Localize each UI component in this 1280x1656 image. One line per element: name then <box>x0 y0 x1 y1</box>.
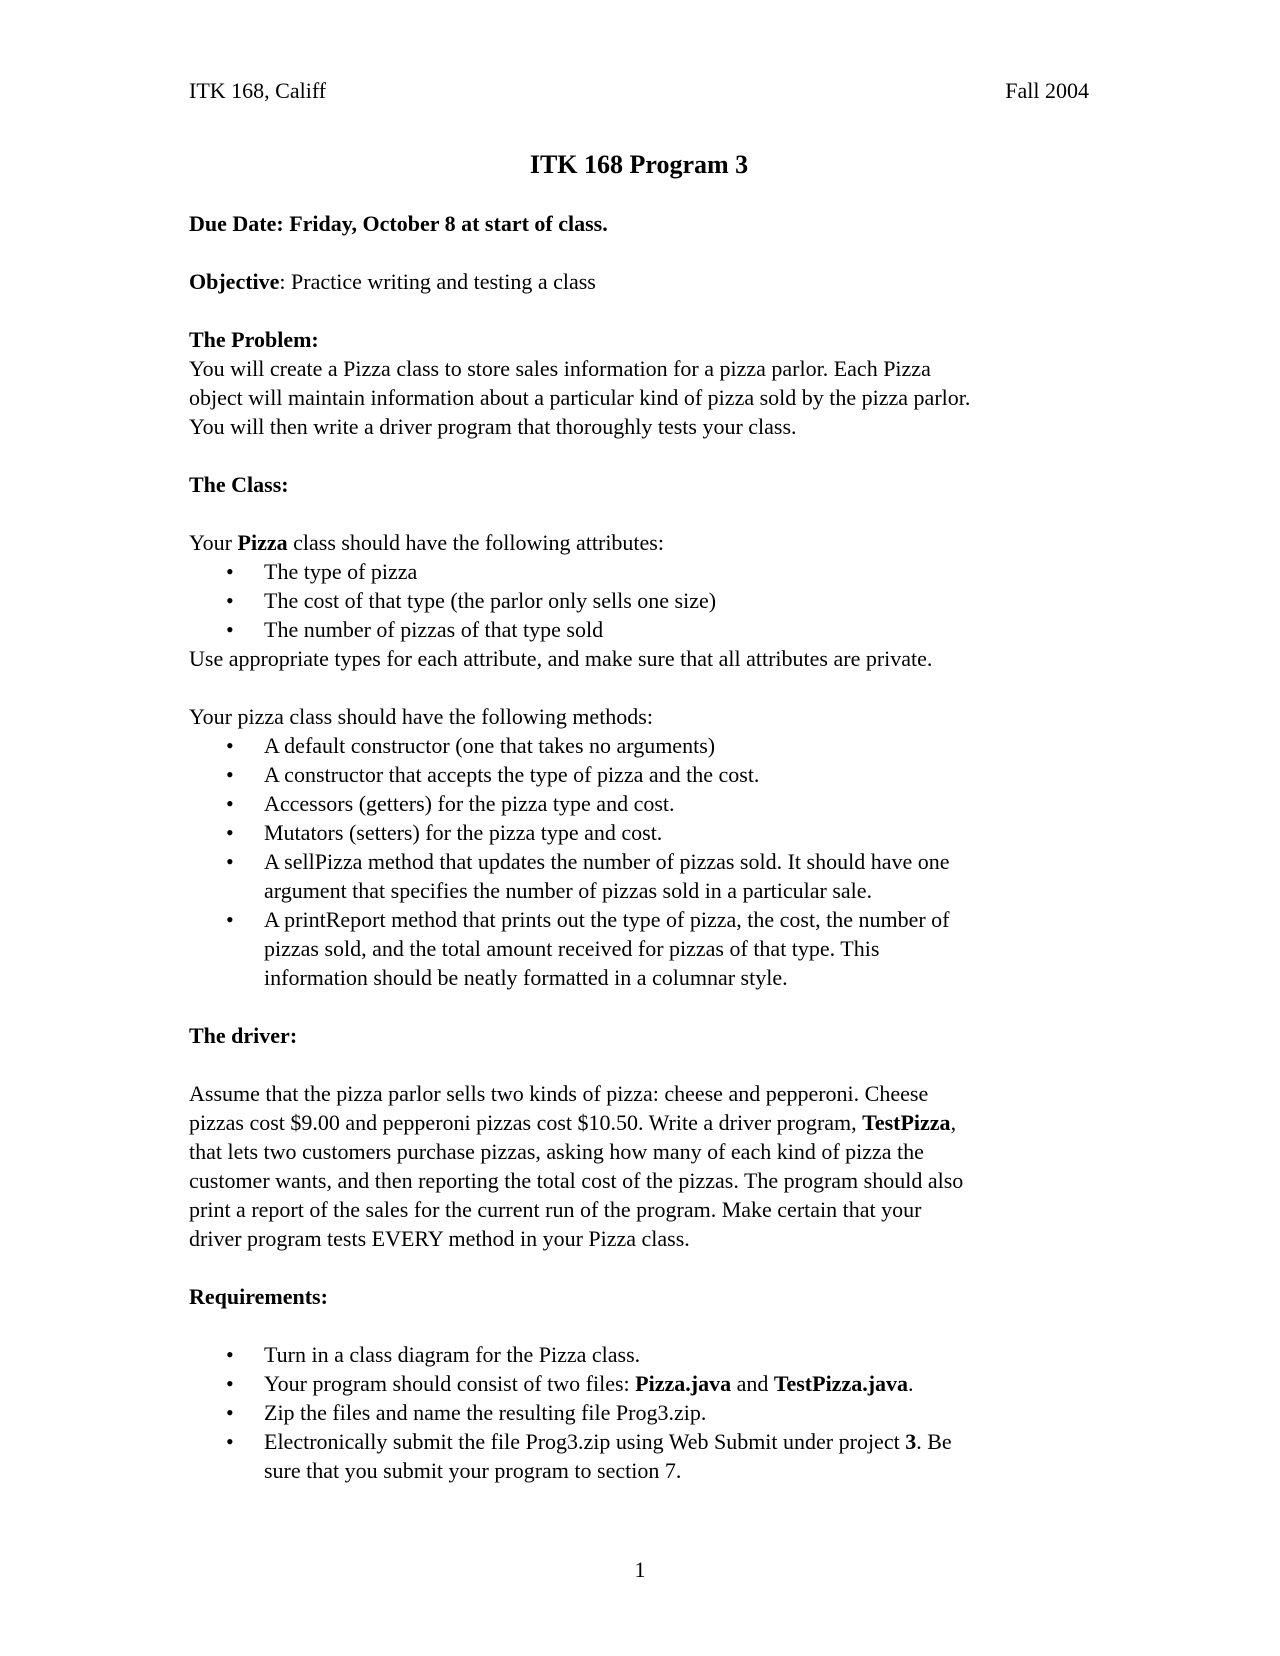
list-item <box>189 847 1089 905</box>
bullet-icon: • <box>226 1371 234 1396</box>
due-date: Due Date: Friday, October 8 at start of class. <box>189 211 608 236</box>
methods-list <box>189 731 1089 992</box>
requirements-list <box>189 1340 1089 1485</box>
list-item-text: and <box>731 1371 774 1396</box>
list-item-text: Zip the files and name the resulting file Prog3.zip. <box>264 1400 707 1425</box>
list-item-text: information should be neatly formatted in a columnar style. <box>264 965 788 990</box>
list-item-text: argument that specifies the number of pizzas sold in a particular sale. <box>264 878 873 903</box>
list-item-text: Turn in a class diagram for the Pizza class. <box>264 1342 641 1367</box>
project-number: 3 <box>905 1429 917 1454</box>
bullet-icon: • <box>226 1342 234 1367</box>
class-heading: The Class: <box>189 472 289 497</box>
attributes-intro <box>189 528 1089 557</box>
list-item-text: A printReport method that prints out the type of pizza, the cost, the number of <box>264 907 950 932</box>
bullet-icon: • <box>226 733 234 758</box>
driver-line-text: pizzas cost $9.00 and pepperoni pizzas cost $10.50. Write a driver program, <box>189 1110 863 1135</box>
methods-intro: Your pizza class should have the following methods: <box>189 704 653 729</box>
list-item <box>189 789 1089 818</box>
list-item-text: Your program should consist of two files: <box>264 1371 636 1396</box>
bullet-icon: • <box>226 791 234 816</box>
objective <box>189 267 1089 296</box>
list-item <box>189 615 1089 644</box>
driver-line: print a report of the sales for the current run of the program. Make certain that your <box>189 1197 922 1222</box>
list-item <box>189 760 1089 789</box>
header-term: Fall 2004 <box>1005 78 1089 103</box>
list-item-text: A constructor that accepts the type of pizza and the cost. <box>264 762 760 787</box>
attributes-note: Use appropriate types for each attribute, and make sure that all attributes are private. <box>189 646 933 671</box>
driver-line: driver program tests EVERY method in your Pizza class. <box>189 1226 690 1251</box>
problem-heading: The Problem: <box>189 327 319 352</box>
attributes-list <box>189 557 1089 644</box>
objective-label: Objective <box>189 269 280 294</box>
attributes-intro-post: class should have the following attributes: <box>287 530 664 555</box>
driver-line <box>189 1108 1089 1137</box>
problem-line: You will then write a driver program that thoroughly tests your class. <box>189 414 797 439</box>
list-item <box>189 818 1089 847</box>
driver-line: Assume that the pizza parlor sells two kinds of pizza: cheese and pepperoni. Cheese <box>189 1081 929 1106</box>
list-item <box>189 905 1089 992</box>
header-course: ITK 168, Califf <box>189 78 327 103</box>
list-item-text: Accessors (getters) for the pizza type and cost. <box>264 791 675 816</box>
list-item-text: Electronically submit the file Prog3.zip using Web Submit under project <box>264 1429 906 1454</box>
driver-line-text: , <box>950 1110 957 1135</box>
bullet-icon: • <box>226 1429 234 1454</box>
bullet-icon: • <box>226 559 234 584</box>
bullet-icon: • <box>226 617 234 642</box>
list-item-text: . Be <box>916 1429 952 1454</box>
list-item <box>189 557 1089 586</box>
file-name-pizza: Pizza.java <box>635 1371 732 1396</box>
list-item <box>189 1369 1089 1398</box>
page-header <box>189 76 1089 105</box>
list-item-text: A default constructor (one that takes no arguments) <box>264 733 716 758</box>
bullet-icon: • <box>226 907 234 932</box>
driver-line: that lets two customers purchase pizzas, asking how many of each kind of pizza the <box>189 1139 924 1164</box>
list-item <box>189 1340 1089 1369</box>
list-item-text: pizzas sold, and the total amount received for pizzas of that type. This <box>264 936 880 961</box>
list-item <box>189 731 1089 760</box>
list-item-text: The number of pizzas of that type sold <box>264 617 604 642</box>
problem-line: You will create a Pizza class to store sales information for a pizza parlor. Each Pizza <box>189 356 931 381</box>
list-item-text: The type of pizza <box>264 559 418 584</box>
bullet-icon: • <box>226 820 234 845</box>
objective-text: : Practice writing and testing a class <box>279 269 596 294</box>
requirements-heading: Requirements: <box>189 1284 328 1309</box>
list-item <box>189 586 1089 615</box>
file-name-testpizza: TestPizza.java <box>773 1371 909 1396</box>
list-item-text <box>264 1427 1089 1456</box>
list-item <box>189 1427 1089 1485</box>
list-item-text: . <box>908 1371 914 1396</box>
page-title: ITK 168 Program 3 <box>529 150 749 179</box>
bullet-icon: • <box>226 1400 234 1425</box>
list-item-text: A sellPizza method that updates the number of pizzas sold. It should have one <box>264 849 950 874</box>
driver-line: customer wants, and then reporting the total cost of the pizzas. The program should also <box>189 1168 964 1193</box>
attributes-intro-pre: Your <box>189 530 238 555</box>
list-item-text: Mutators (setters) for the pizza type and cost. <box>264 820 663 845</box>
list-item-text: The cost of that type (the parlor only sells one size) <box>264 588 717 613</box>
bullet-icon: • <box>226 762 234 787</box>
problem-line: object will maintain information about a particular kind of pizza sold by the pizza parlor. <box>189 385 971 410</box>
class-name-pizza: Pizza <box>237 530 288 555</box>
document-page <box>189 76 1089 1485</box>
page-number: 1 <box>634 1557 646 1582</box>
bullet-icon: • <box>226 588 234 613</box>
driver-class-name: TestPizza <box>862 1110 951 1135</box>
list-item-text: sure that you submit your program to section 7. <box>264 1458 682 1483</box>
driver-heading: The driver: <box>189 1023 298 1048</box>
list-item <box>189 1398 1089 1427</box>
bullet-icon: • <box>226 849 234 874</box>
